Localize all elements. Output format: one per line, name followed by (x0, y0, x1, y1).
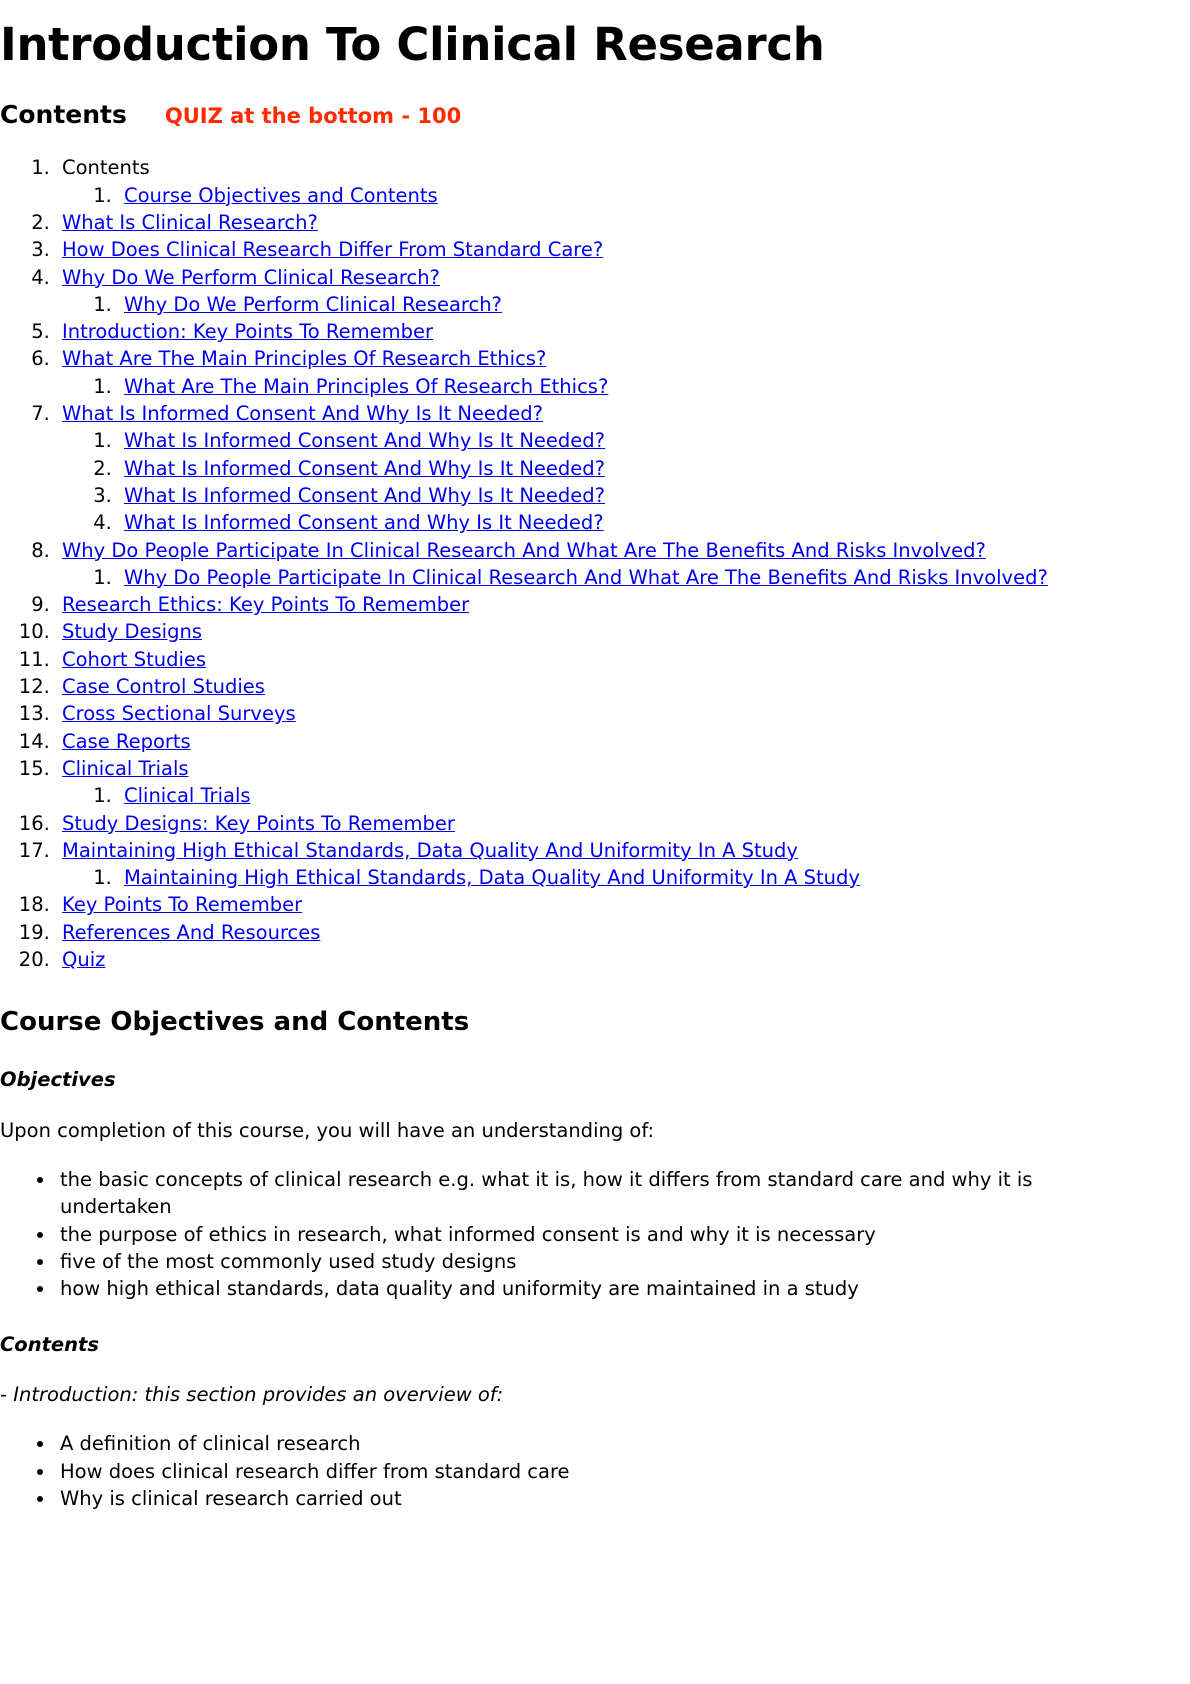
course-objectives-heading: Course Objectives and Contents (0, 1007, 470, 1038)
toc-link[interactable]: Case Control Studies (62, 675, 265, 699)
toc-sub-item (118, 182, 1190, 209)
toc-link[interactable]: Why Do People Participate In Clinical Research And What Are The Benefits And Risks Involved? (124, 565, 1048, 589)
toc-sub-item (118, 427, 1190, 454)
toc-item (56, 946, 1190, 973)
toc-link[interactable]: Study Designs (62, 620, 202, 644)
toc-link[interactable]: Clinical Trials (124, 784, 251, 808)
toc-item (56, 673, 1190, 700)
list-item: • A definition of clinical research (56, 1430, 1190, 1457)
toc-link[interactable]: How Does Clinical Research Differ From Standard Care? (62, 238, 604, 262)
toc-item (56, 700, 1190, 727)
toc-sublist (62, 427, 1190, 536)
toc-sublist (62, 291, 1190, 318)
toc-link[interactable]: Cross Sectional Surveys (62, 702, 296, 726)
toc-link[interactable]: What Is Informed Consent And Why Is It Needed? (124, 483, 605, 507)
toc-item (56, 537, 1190, 592)
list-item: • How does clinical research differ from standard care (56, 1458, 1190, 1485)
toc-link[interactable]: Quiz (62, 948, 106, 971)
toc-link[interactable]: Maintaining High Ethical Standards, Data Quality And Uniformity In A Study (124, 866, 860, 890)
toc-sub-item (118, 864, 1190, 891)
list-item: • the purpose of ethics in research, what informed consent is and why it is necessary (56, 1221, 1120, 1248)
toc-link[interactable]: What Is Clinical Research? (62, 210, 318, 234)
contents-heading: Contents (0, 100, 127, 130)
page-title: Introduction To Clinical Research (0, 18, 825, 71)
toc-sub-item (118, 782, 1190, 809)
toc-sublist (62, 182, 1190, 209)
toc-sub-item (118, 373, 1190, 400)
contents-subheading: Contents (0, 1332, 99, 1356)
toc-item (56, 591, 1190, 618)
toc-link[interactable]: What Is Informed Consent And Why Is It Needed? (124, 456, 605, 480)
toc-link[interactable]: Why Do We Perform Clinical Research? (124, 292, 502, 316)
toc-sublist (62, 373, 1190, 400)
toc-link[interactable]: References And Resources (62, 920, 321, 944)
toc-sub-item (118, 291, 1190, 318)
toc-link[interactable]: Maintaining High Ethical Standards, Data Quality And Uniformity In A Study (62, 838, 798, 862)
toc-link[interactable]: What Is Informed Consent and Why Is It Needed? (124, 511, 604, 535)
toc-item (56, 755, 1190, 810)
objectives-list (0, 1166, 1190, 1302)
toc-link[interactable]: Why Do People Participate In Clinical Research And What Are The Benefits And Risks Involved? (62, 538, 986, 562)
toc-item (56, 646, 1190, 673)
toc-label: Contents (62, 156, 150, 180)
toc-sublist (62, 564, 1190, 591)
list-item: • the basic concepts of clinical research e.g. what it is, how it differs from standard care and why it is undertaken (56, 1166, 1120, 1221)
toc-link[interactable]: Case Reports (62, 729, 191, 753)
toc-sub-item (118, 455, 1190, 482)
toc-sub-item (118, 564, 1190, 591)
toc-item (56, 728, 1190, 755)
list-item: • how high ethical standards, data quality and uniformity are maintained in a study (56, 1275, 1120, 1302)
toc-link[interactable]: Why Do We Perform Clinical Research? (62, 265, 440, 289)
toc-item (56, 345, 1190, 400)
toc-item (56, 264, 1190, 319)
toc-link[interactable]: Course Objectives and Contents (124, 183, 438, 207)
list-item: • five of the most commonly used study designs (56, 1248, 1120, 1275)
toc-sublist (62, 782, 1190, 809)
toc-item (56, 891, 1190, 918)
objectives-subheading: Objectives (0, 1068, 116, 1092)
contents-intro-text: - Introduction: this section provides an overview of: (0, 1383, 504, 1407)
toc-link[interactable]: Cohort Studies (62, 647, 207, 671)
toc-link[interactable]: Clinical Trials (62, 756, 189, 780)
objectives-intro-text: Upon completion of this course, you will have an understanding of: (0, 1118, 655, 1142)
contents-header-row (0, 100, 1190, 130)
toc-link[interactable]: What Is Informed Consent And Why Is It Needed? (124, 429, 605, 453)
toc-item (56, 919, 1190, 946)
toc-item (56, 236, 1190, 263)
toc-link[interactable]: Study Designs: Key Points To Remember (62, 811, 455, 835)
toc-sub-item (118, 509, 1190, 536)
toc-link[interactable]: What Is Informed Consent And Why Is It Needed? (62, 402, 543, 426)
toc-item (56, 618, 1190, 645)
toc-item (56, 318, 1190, 345)
table-of-contents (0, 154, 1190, 973)
toc-item (56, 837, 1190, 892)
toc-link[interactable]: Key Points To Remember (62, 893, 303, 917)
toc-link[interactable]: What Are The Main Principles Of Research Ethics? (62, 347, 547, 371)
toc-link[interactable]: Introduction: Key Points To Remember (62, 320, 433, 344)
toc-link[interactable]: What Are The Main Principles Of Research Ethics? (124, 374, 609, 398)
toc-link[interactable]: Research Ethics: Key Points To Remember (62, 593, 470, 617)
toc-sublist (62, 864, 1190, 891)
toc-sub-item (118, 482, 1190, 509)
toc-item (56, 154, 1190, 209)
quiz-note-label: QUIZ at the bottom - 100 (164, 104, 462, 129)
contents-list (0, 1430, 1190, 1512)
toc-item (56, 209, 1190, 236)
list-item: • Why is clinical research carried out (56, 1485, 1190, 1512)
toc-item (56, 810, 1190, 837)
toc-item (56, 400, 1190, 536)
